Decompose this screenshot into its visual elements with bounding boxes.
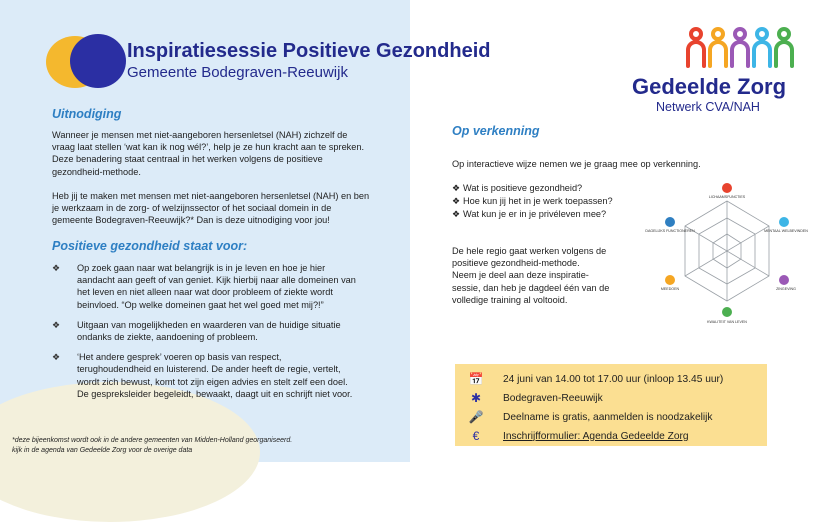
signup-link[interactable]: Inschrijfformulier: Agenda Gedeelde Zorg [503, 430, 689, 442]
diamond-bullet-icon: ❖ [452, 183, 461, 193]
list-item: ❖ Op zoek gaan naar wat belangrijk is in je leven en hoe je hier aandacht aan geeft of van geniet. Kijk hierbij naar alle domeinen van het leven en niet alleen naar wat door probleem of ziekte wordt beinvloed. “Op welke domeinen gaat het wel goed met mij?!” [52, 263, 356, 310]
page-title: Inspiratiesessie Positieve Gezondheid [127, 40, 491, 62]
list-item: ❖ Hoe kun jij het in je werk toepassen? [452, 196, 613, 206]
uitnodiging-paragraph-2: Heb jij te maken met mensen met niet-aangeboren hersenletsel (NAH) en ben je werkzaam in de zorg- of welzijnssector of het sociaal domein in de gemeente Bodegraven-Reeuwijk?* Dan is deze uitnodiging voor jou! [52, 191, 370, 226]
microphone-icon: 🎤 [468, 410, 484, 424]
session-logo [46, 34, 124, 90]
brand-subtitle: Netwerk CVA/NAH [656, 100, 760, 114]
radar-label: KWALITEIT VAN LEVEN [707, 320, 747, 324]
uitnodiging-paragraph-1: Wanneer je mensen met niet-aangeboren hersenletsel (NAH) zichzelf de vraag laat stellen ‘wat kan ik nog wél?’, help je ze hun kracht aan te spreken. Deze benadering staat centraal in het werken volgens de positieve gezondheid-methode. [52, 130, 365, 177]
verkenning-heading: Op verkenning [452, 124, 540, 138]
diamond-bullet-icon: ❖ [52, 352, 61, 363]
uitnodiging-heading: Uitnodiging [52, 107, 122, 121]
radar-label: MENTAAL WELBEVINDEN [764, 229, 808, 233]
people-logo-icon [684, 26, 804, 70]
brand-name: Gedeelde Zorg [632, 74, 787, 99]
positieve-heading: Positieve gezondheid staat voor: [52, 239, 248, 253]
radar-label: ZINGEVING [776, 287, 796, 291]
verkenning-paragraph: De hele regio gaat werken volgens de positieve gezondheid-methode. Neem je deel aan deze inspiratie- sessie, dan heb je dagdeel één van de volledige training al voltooid. [452, 246, 610, 305]
radar-label: DAGELIJKS FUNCTIONEREN [645, 229, 695, 233]
footnote: *deze bijeenkomst wordt ook in de andere gemeenten van Midden-Holland georganiseerd. kijk in de agenda van Gedeelde Zorg voor de overige data [12, 437, 293, 454]
radar-label: LICHAAMSFUNCTIES [708, 195, 746, 199]
positieve-gezondheid-spinnenweb [645, 176, 808, 331]
diamond-bullet-icon: ❖ [52, 319, 61, 330]
kwaliteit-van-leven-icon [722, 307, 732, 317]
verkenning-intro: Op interactieve wijze nemen we je graag mee op verkenning. [452, 159, 701, 169]
diamond-bullet-icon: ❖ [52, 263, 61, 273]
page-subtitle: Gemeente Bodegraven-Reeuwijk [127, 64, 348, 81]
list-item: ❖ Wat is positieve gezondheid? [452, 183, 583, 193]
list-item: ❖ ‘Het andere gesprek’ voeren op basis van respect, terughoudendheid en luisterend. De ander heeft de regie, vertelt, wordt zich bewust, komt tot zijn eigen advies en stelt zelf een doel. De gespreksleider begeleidt, bewaakt, daagt uit en schrijft niet voor. [52, 352, 353, 399]
radar-label: MEEDOEN [660, 287, 680, 291]
event-price-row: 🎤 Deelname is gratis, aanmelden is noodzakelijk [465, 408, 713, 426]
diamond-bullet-icon: ❖ [452, 209, 461, 219]
location-pin-icon: ✱ [470, 391, 482, 405]
dagelijks-functioneren-icon [665, 217, 675, 227]
gedeelde-zorg-logo [632, 22, 812, 122]
event-signup-row [465, 427, 689, 445]
meedoen-icon [665, 275, 675, 285]
list-item: ❖ Wat kun je er in je privéleven mee? [452, 209, 607, 219]
diamond-bullet-icon: ❖ [452, 196, 461, 206]
list-item: ❖ Uitgaan van mogelijkheden en waarderen van de huidige situatie ondanks de ziekte, aandoening of probleem. [52, 319, 341, 343]
event-details-box [455, 364, 767, 446]
verkenning-question-list [452, 182, 613, 221]
mentaal-welbevinden-icon [779, 217, 789, 227]
calendar-icon: 📅 [468, 372, 484, 386]
event-location-row: ✱ Bodegraven-Reeuwijk [465, 389, 603, 407]
euro-icon: € [472, 429, 480, 443]
zingeving-icon [779, 275, 789, 285]
event-date-row: 📅 24 juni van 14.00 tot 17.00 uur (inloop 13.45 uur) [465, 370, 723, 388]
lichaamsfuncties-icon [722, 183, 732, 193]
positieve-bullet-list [52, 262, 397, 408]
